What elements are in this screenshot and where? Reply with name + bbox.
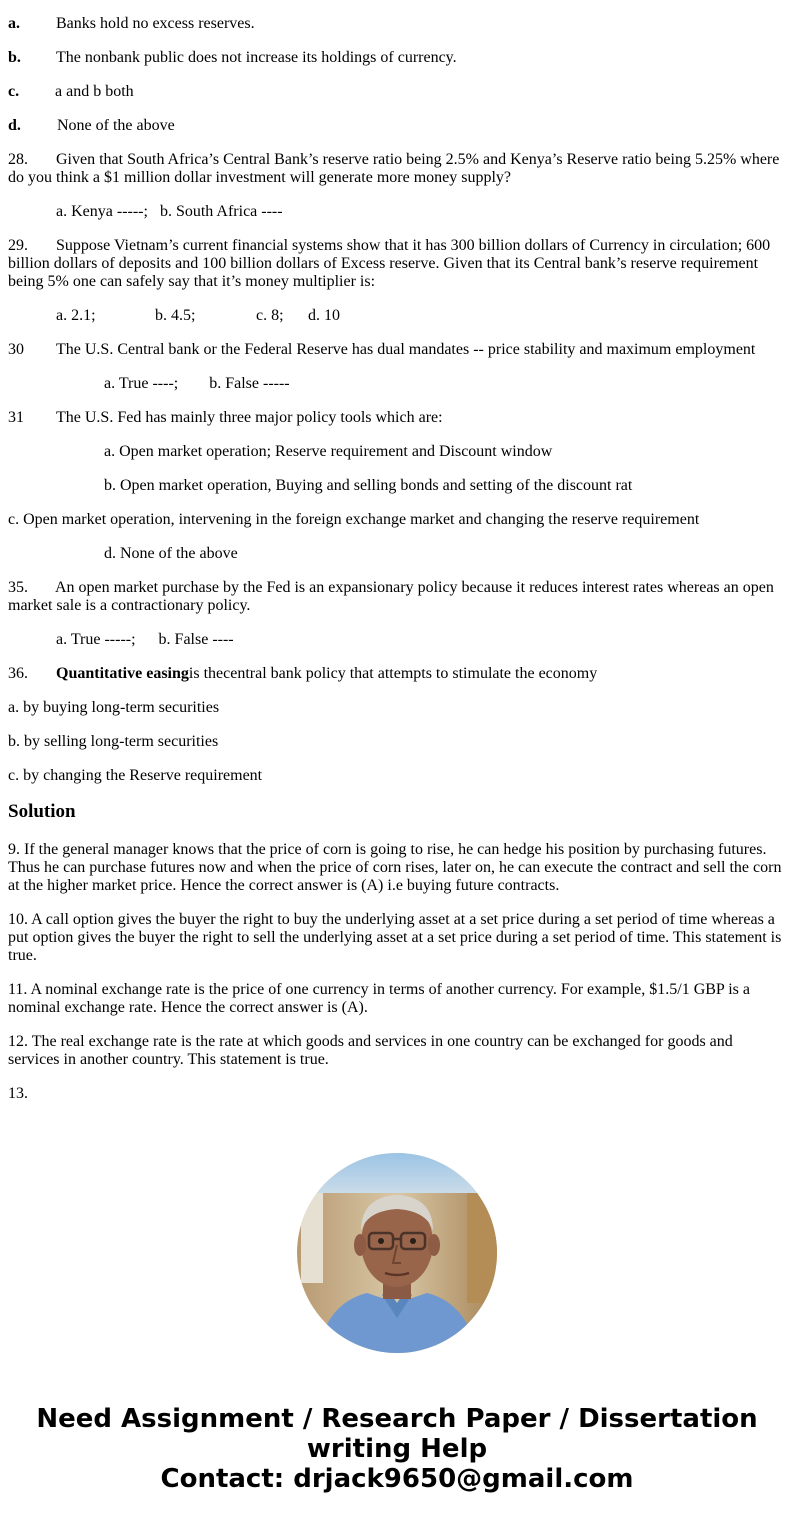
question-31-option-d: d. None of the above <box>104 545 238 562</box>
question-text: Suppose Vietnam’s current financial systems show that it has 300 billion dollars of Currency in circulation; 600 billion dollars of deposits and 100 billion dollars of Excess reserve. Given that its Central bank’s reserve requirement being 5% one can safely say that it’s money multiplier is: <box>8 237 771 290</box>
question-35 <box>8 579 786 615</box>
question-text: The U.S. Fed has mainly three major policy tools which are: <box>56 409 443 426</box>
option-a-top <box>8 15 786 33</box>
promo-contact: Contact: drjack9650@gmail.com <box>160 1464 634 1494</box>
question-text: An open market purchase by the Fed is an expansionary policy because it reduces interest rates whereas an open market sale is a contractionary policy. <box>8 579 774 614</box>
question-29-options <box>8 307 786 325</box>
solution-heading: Solution <box>8 801 76 822</box>
question-number: 35. <box>8 579 28 596</box>
option-b: b. False ---- <box>158 631 234 648</box>
question-number: 36. <box>8 665 28 682</box>
option-b: b. False ----- <box>209 375 290 392</box>
question-number: 29. <box>8 237 28 254</box>
option-text: The nonbank public does not increase its holdings of currency. <box>56 49 457 66</box>
option-letter: c. <box>8 83 20 100</box>
solution-paragraph: 12. The real exchange rate is the rate at which goods and services in one country can be exchanged for goods and services in another country. This statement is true. <box>8 1033 733 1068</box>
promo-banner <box>0 1404 794 1494</box>
question-36-option-c: c. by changing the Reserve requirement <box>8 767 263 784</box>
solution-paragraph: 9. If the general manager knows that the price of corn is going to rise, he can hedge his position by purchasing futures. Thus he can purchase futures now and when the price of corn rises, later on, he can execute the contract and sell the corn at the higher market price. Hence the correct answer is (A) i.e buying future contracts. <box>8 841 782 894</box>
option-a: a. 2.1; <box>56 307 96 324</box>
option-d: d. 10 <box>308 307 340 324</box>
person-photo-icon <box>297 1153 497 1353</box>
option-a: a. True -----; <box>56 631 136 648</box>
solution-paragraph: 10. A call option gives the buyer the right to buy the underlying asset at a set price during a set period of time whereas a put option gives the buyer the right to sell the underlying asset at a set price during a set period of time. This statement is true. <box>8 911 782 964</box>
question-bold-term: Quantitative easing <box>56 665 189 682</box>
option-d-top <box>8 117 786 135</box>
option-letter: d. <box>8 117 21 134</box>
question-29 <box>8 237 786 291</box>
solution-paragraph: 11. A nominal exchange rate is the price of one currency in terms of another currency. For example, $1.5/1 GBP is a nominal exchange rate. Hence the correct answer is (A). <box>8 981 750 1016</box>
question-31 <box>8 409 786 427</box>
question-28 <box>8 151 786 187</box>
question-36-option-b: b. by selling long-term securities <box>8 733 219 750</box>
question-text: is thecentral bank policy that attempts to stimulate the economy <box>188 665 598 682</box>
option-letter: a. <box>8 15 20 32</box>
question-number: 28. <box>8 151 28 168</box>
question-36 <box>8 665 786 683</box>
question-30-options <box>8 375 786 393</box>
question-number: 31 <box>8 409 24 426</box>
option-b-top <box>8 49 786 67</box>
question-text: The U.S. Central bank or the Federal Reserve has dual mandates -- price stability and maximum employment <box>56 341 756 358</box>
question-28-options <box>8 203 786 221</box>
question-number: 30 <box>8 341 24 358</box>
author-photo <box>297 1153 497 1353</box>
question-31-option-c: c. Open market operation, intervening in the foreign exchange market and changing the reserve requirement <box>8 511 700 528</box>
option-text: a and b both <box>55 83 134 100</box>
option-a: a. Kenya -----; <box>56 203 148 220</box>
option-letter: b. <box>8 49 21 66</box>
promo-line-1: Need Assignment / Research Paper / Dissertation <box>36 1404 758 1434</box>
document-body <box>8 15 786 1119</box>
question-text: Given that South Africa’s Central Bank’s reserve ratio being 2.5% and Kenya’s Reserve ratio being 5.25% where do you think a $1 million dollar investment will generate more money supply? <box>8 151 780 186</box>
option-c-top <box>8 83 786 101</box>
option-b: b. 4.5; <box>155 307 196 324</box>
question-36-option-a: a. by buying long-term securities <box>8 699 220 716</box>
option-text: Banks hold no excess reserves. <box>56 15 255 32</box>
question-30 <box>8 341 786 359</box>
solution-paragraph: 13. <box>8 1085 28 1102</box>
option-a: a. True ----; <box>104 375 179 392</box>
option-c: c. 8; <box>256 307 284 324</box>
option-b: b. South Africa ---- <box>159 203 283 220</box>
promo-line-2: writing Help <box>306 1434 488 1464</box>
question-31-option-a: a. Open market operation; Reserve requirement and Discount window <box>104 443 553 460</box>
question-35-options <box>8 631 786 649</box>
option-text: None of the above <box>57 117 175 134</box>
question-31-option-b: b. Open market operation, Buying and selling bonds and setting of the discount rat <box>104 477 633 494</box>
